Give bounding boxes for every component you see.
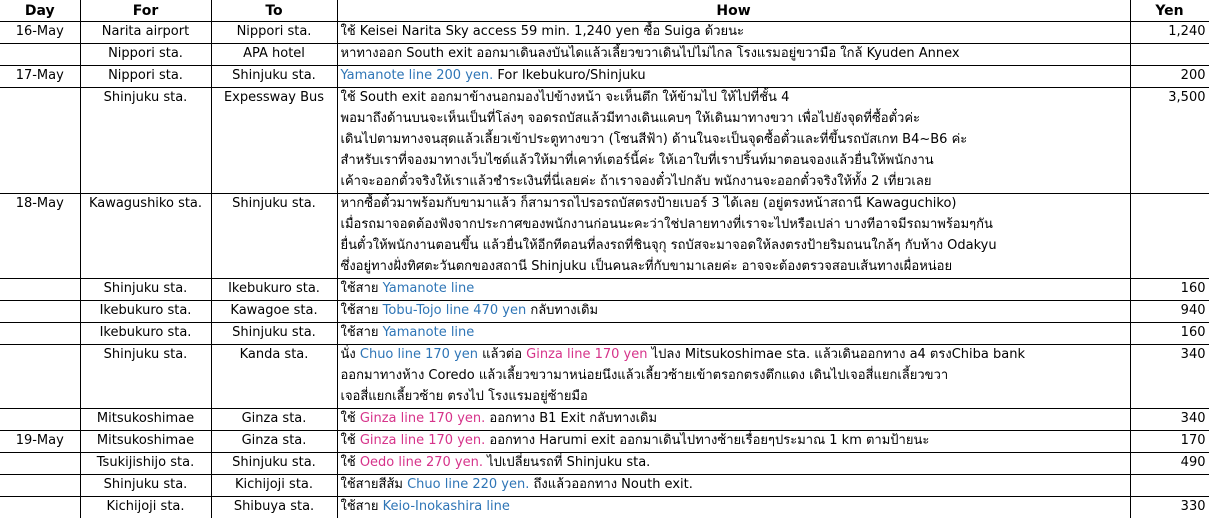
table-row (0, 497, 1209, 518)
cell-day[interactable] (0, 88, 80, 194)
cell-how[interactable] (337, 194, 1130, 279)
cell-yen[interactable]: 200 (1130, 66, 1209, 88)
cell-yen[interactable]: 170 (1130, 431, 1209, 453)
cell-for[interactable]: Nippori sta. (80, 66, 211, 88)
how-line (341, 279, 1127, 300)
cell-day[interactable] (0, 345, 80, 409)
how-text-segment: Yamanote line (383, 325, 475, 340)
table-row (0, 194, 1209, 279)
how-line (341, 215, 1127, 236)
cell-day[interactable]: 18-May (0, 194, 80, 279)
cell-to[interactable]: Shinjuku sta. (211, 323, 337, 345)
how-text-segment: ใช้ South exit ออกมาข้างนอกมองไปข้างหน้า จะเห็นตึก ให้ข้ามไป ให้ไปที่ชั้น 4 (341, 90, 790, 105)
cell-day[interactable]: 19-May (0, 431, 80, 453)
table-row (0, 301, 1209, 323)
cell-to[interactable]: APA hotel (211, 44, 337, 66)
cell-to[interactable]: Shinjuku sta. (211, 66, 337, 88)
how-text-segment: ซึ่งอยู่ทางฝั่งทิศตะวันตกของสถานี Shinjuku เป็นคนละที่กับขามาเลยค่ะ อาจจะต้องตรวจสอบเส้นทางเผื่อหน่อย (341, 259, 953, 274)
cell-to[interactable]: Ginza sta. (211, 409, 337, 431)
how-text-segment: เมื่อรถมาจอดต้องฟังจากประกาศของพนักงานก่อนนะคะว่าใช่ปลายทางที่เราจะไปหรือเปล่า บางทีอาจมีรถมาพร้อมๆกัน (341, 217, 993, 232)
how-line (341, 22, 1127, 43)
cell-yen[interactable]: 160 (1130, 279, 1209, 301)
how-text-segment: ใช้สาย (341, 325, 383, 340)
cell-to[interactable]: Shinjuku sta. (211, 194, 337, 279)
how-line (341, 323, 1127, 344)
cell-yen[interactable]: 490 (1130, 453, 1209, 475)
table-row (0, 88, 1209, 194)
cell-day[interactable] (0, 409, 80, 431)
cell-how[interactable] (337, 497, 1130, 518)
cell-yen[interactable]: 1,240 (1130, 22, 1209, 44)
cell-how[interactable] (337, 22, 1130, 44)
cell-to[interactable]: Ikebukuro sta. (211, 279, 337, 301)
how-text-segment: Oedo line 270 yen. (360, 455, 483, 470)
cell-for[interactable]: Mitsukoshimae (80, 431, 211, 453)
header-yen[interactable]: Yen (1130, 0, 1209, 22)
how-text-segment: ใช้สาย (341, 281, 383, 296)
cell-to[interactable]: Shinjuku sta. (211, 453, 337, 475)
how-line (341, 66, 1127, 87)
how-text-segment: ใช้สาย (341, 303, 383, 318)
table-row (0, 431, 1209, 453)
cell-how[interactable] (337, 345, 1130, 409)
cell-how[interactable] (337, 301, 1130, 323)
cell-day[interactable]: 16-May (0, 22, 80, 44)
how-text-segment: ใช้ Keisei Narita Sky access 59 min. 1,240 yen ซื้อ Suiga ด้วยนะ (341, 24, 745, 39)
how-text-segment: ใช้ (341, 433, 360, 448)
how-line (341, 44, 1127, 65)
cell-to[interactable]: Shibuya sta. (211, 497, 337, 518)
how-text-segment: Yamanote line (383, 281, 475, 296)
cell-to[interactable]: Ginza sta. (211, 431, 337, 453)
how-text-segment: Ginza line 170 yen (526, 347, 647, 362)
cell-for[interactable]: Shinjuku sta. (80, 88, 211, 194)
how-line (341, 172, 1127, 193)
cell-yen[interactable]: 160 (1130, 323, 1209, 345)
how-line (341, 301, 1127, 322)
how-text-segment: ถึงแล้วออกทาง Nouth exit. (529, 477, 693, 492)
cell-to[interactable]: Kanda sta. (211, 345, 337, 409)
how-text-segment: นั่ง (341, 347, 360, 362)
cell-yen[interactable]: 330 (1130, 497, 1209, 518)
how-line (341, 88, 1127, 109)
cell-to[interactable]: Expessway Bus (211, 88, 337, 194)
cell-for[interactable]: Shinjuku sta. (80, 345, 211, 409)
table-row (0, 453, 1209, 475)
cell-day[interactable] (0, 301, 80, 323)
cell-for[interactable]: Ikebukuro sta. (80, 323, 211, 345)
how-text-segment: สำหรับเราที่จองมาทางเว็บไซต์แล้วให้มาที่เคาท์เตอร์นี้ค่ะ ให้เอาใบที่เราปริ้นท์มาตอนจองแล้วยื่นให้พนักงาน (341, 153, 934, 168)
header-to[interactable]: To (211, 0, 337, 22)
how-line (341, 409, 1127, 430)
table-row (0, 409, 1209, 431)
cell-day[interactable] (0, 497, 80, 518)
cell-for[interactable]: Nippori sta. (80, 44, 211, 66)
cell-yen[interactable] (1130, 475, 1209, 497)
how-text-segment: ยื่นตั๋วให้พนักงานตอนขึ้น แล้วยื่นให้อีกทีตอนที่ลงรถที่ชินจุกุ รถบัสจะมาจอดให้ลงตรงป้ายริมถนนใกล้ๆ กับห้าง Odakyu (341, 238, 997, 253)
how-line (341, 257, 1127, 278)
cell-day[interactable] (0, 323, 80, 345)
cell-to[interactable]: Kawagoe sta. (211, 301, 337, 323)
cell-yen[interactable]: 940 (1130, 301, 1209, 323)
how-text-segment: ไปลง Mitsukoshimae sta. แล้วเดินออกทาง a4 ตรงChiba bank (648, 347, 1025, 362)
cell-how[interactable] (337, 409, 1130, 431)
how-text-segment: เดินไปตามทางจนสุดแล้วเลี้ยวเข้าประตูทางขวา (โซนสีฟ้า) ด้านในจะเป็นจุดซื้อตั๋วและที่ขึ้นรถบัสเกท B4~B6 ค่ะ (341, 132, 968, 147)
how-line (341, 151, 1127, 172)
cell-how[interactable] (337, 279, 1130, 301)
table-row (0, 323, 1209, 345)
how-text-segment: ออกทาง Harumi exit ออกมาเดินไปทางซ้ายเรื่อยๆประมาณ 1 km ตามป้ายนะ (485, 433, 929, 448)
table-row (0, 22, 1209, 44)
cell-for[interactable]: Shinjuku sta. (80, 279, 211, 301)
cell-yen[interactable]: 340 (1130, 345, 1209, 409)
how-line (341, 453, 1127, 474)
how-text-segment: ใช้ (341, 455, 360, 470)
how-text-segment: ใช้สาย (341, 499, 383, 514)
cell-day[interactable]: 17-May (0, 66, 80, 88)
how-line (341, 366, 1127, 387)
header-row (0, 0, 1209, 22)
cell-day[interactable] (0, 453, 80, 475)
how-text-segment: ใช้ (341, 411, 360, 426)
how-line (341, 236, 1127, 257)
header-for[interactable]: For (80, 0, 211, 22)
how-text-segment: เค้าจะออกตั๋วจริงให้เราแล้วชำระเงินที่นี่เลยค่ะ ถ้าเราจองตั๋วไปกลับ พนักงานจะออกตั๋วจริงให้ทั้ง 2 เที่ยวเลย (341, 174, 932, 189)
how-text-segment: For Ikebukuro/Shinjuku (493, 68, 645, 83)
cell-how[interactable] (337, 66, 1130, 88)
how-text-segment: Ginza line 170 yen. (360, 411, 485, 426)
cell-how[interactable] (337, 453, 1130, 475)
how-line (341, 345, 1127, 366)
cell-yen[interactable] (1130, 44, 1209, 66)
table-row (0, 279, 1209, 301)
table-row (0, 44, 1209, 66)
how-text-segment: หากซื้อตั๋วมาพร้อมกับขามาแล้ว ก็สามารถไปรอรถบัสตรงป้ายเบอร์ 3 ได้เลย (อยู่ตรงหน้าสถานี Kawaguchiko) (341, 196, 957, 211)
how-line (341, 194, 1127, 215)
how-text-segment: พอมาถึงด้านบนจะเห็นเป็นที่โล่งๆ จอดรถบัสแล้วมีทางเดินแคบๆ ให้เดินมาทางขวา เพื่อไปยังจุดที่ซื้อตั๋วค่ะ (341, 111, 921, 126)
cell-for[interactable]: Mitsukoshimae (80, 409, 211, 431)
how-text-segment: ใช้สายสีส้ม (341, 477, 408, 492)
how-text-segment: Chuo line 170 yen (360, 347, 478, 362)
cell-yen[interactable]: 340 (1130, 409, 1209, 431)
cell-for[interactable]: Ikebukuro sta. (80, 301, 211, 323)
cell-yen[interactable] (1130, 194, 1209, 279)
cell-for[interactable]: Kichijoji sta. (80, 497, 211, 518)
cell-for[interactable]: Narita airport (80, 22, 211, 44)
cell-how[interactable] (337, 88, 1130, 194)
table-row (0, 66, 1209, 88)
cell-how[interactable] (337, 475, 1130, 497)
how-line (341, 475, 1127, 496)
how-text-segment: เจอสี่แยกเลี้ยวซ้าย ตรงไป โรงแรมอยู่ซ้ายมือ (341, 389, 588, 404)
how-text-segment: แล้วต่อ (478, 347, 526, 362)
cell-how[interactable] (337, 44, 1130, 66)
cell-day[interactable] (0, 279, 80, 301)
cell-how[interactable] (337, 323, 1130, 345)
table-row (0, 345, 1209, 409)
how-text-segment: ออกทาง B1 Exit กลับทางเดิม (485, 411, 657, 426)
cell-day[interactable] (0, 44, 80, 66)
cell-how[interactable] (337, 431, 1130, 453)
cell-to[interactable]: Nippori sta. (211, 22, 337, 44)
how-text-segment: กลับทางเดิม (526, 303, 598, 318)
cell-for[interactable]: Kawagushiko sta. (80, 194, 211, 279)
how-line (341, 109, 1127, 130)
header-day[interactable]: Day (0, 0, 80, 22)
table-body (0, 22, 1209, 518)
cell-for[interactable]: Shinjuku sta. (80, 475, 211, 497)
cell-to[interactable]: Kichijoji sta. (211, 475, 337, 497)
cell-day[interactable] (0, 475, 80, 497)
how-text-segment: ไปเปลี่ยนรถที่ Shinjuku sta. (483, 455, 650, 470)
how-text-segment: Keio-Inokashira line (383, 499, 510, 514)
table-row (0, 475, 1209, 497)
how-line (341, 130, 1127, 151)
how-text-segment: Yamanote line 200 yen. (341, 68, 494, 83)
how-text-segment: Chuo line 220 yen. (407, 477, 529, 492)
how-text-segment: Ginza line 170 yen. (360, 433, 485, 448)
header-how[interactable]: How (337, 0, 1130, 22)
how-text-segment: หาทางออก South exit ออกมาเดินลงบันไดแล้วเลี้ยวขวาเดินไปไม่ไกล โรงแรมอยู่ขวามือ ใกล้ Kyuden Annex (341, 46, 960, 61)
how-line (341, 387, 1127, 408)
how-line (341, 431, 1127, 452)
how-text-segment: ออกมาทางห้าง Coredo แล้วเลี้ยวขวามาหน่อยนึงแล้วเลี้ยวซ้ายเข้าตรอกตรงตึกแดง เดินไปเจอสี่แยกเลี้ยวขวา (341, 368, 949, 383)
cell-for[interactable]: Tsukijishijo sta. (80, 453, 211, 475)
how-line (341, 497, 1127, 518)
cell-yen[interactable]: 3,500 (1130, 88, 1209, 194)
how-text-segment: Tobu-Tojo line 470 yen (383, 303, 527, 318)
